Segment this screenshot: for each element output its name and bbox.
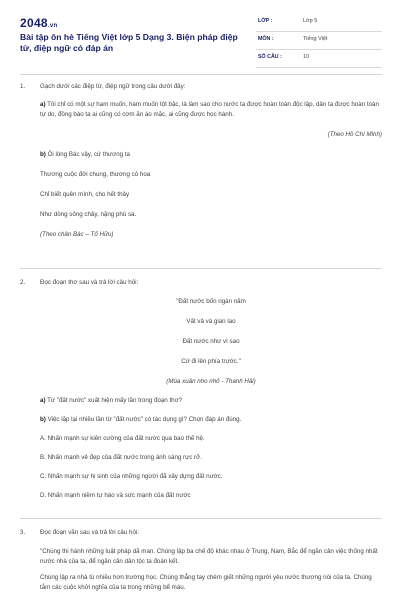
part-b [40, 415, 382, 425]
part-label: a) [40, 397, 46, 404]
part-label: b) [40, 151, 46, 158]
poem-line: Đất nước như vì sao [182, 338, 240, 345]
meta-key: SỐ CÂU : [258, 54, 282, 60]
question-number: 1. [20, 83, 26, 90]
part-b [40, 150, 382, 160]
question-number: 3. [20, 529, 26, 536]
poem-line: Ôi lòng Bác vậy, cứ thương ta [45, 151, 130, 158]
part-label: a) [40, 101, 46, 108]
part-label: b) [40, 416, 46, 423]
meta-row-question-count [256, 50, 382, 68]
part-text: Từ "đất nước" xuất hiện mấy lần trong đoạn thơ? [45, 397, 183, 404]
meta-row-subject [256, 32, 382, 50]
meta-value: 10 [303, 54, 310, 60]
meta-value: Tiếng Việt [303, 36, 328, 42]
site-logo[interactable] [20, 16, 57, 30]
question-number: 2. [20, 279, 26, 286]
poem-line: "Đất nước bốn ngàn năm [176, 298, 246, 305]
question-1 [20, 82, 382, 262]
passage-paragraph: "Chúng thi hành những luật pháp dã man. Chúng lập ba chế độ khác nhau ở Trung, Nam, Bắc để ngăn cản việc thống nhất nước nhà của ta, để ngăn cản dân tộc ta đoàn kết. [40, 548, 378, 565]
passage-paragraph: Chúng lập ra nhà tù nhiều hơn trường học. Chúng thẳng tay chém giết những người yêu nước thương nòi của ta. Chúng tắm các cuộc khởi nghĩa của ta trong những bể máu. [40, 574, 372, 591]
question-prompt: Đọc đoạn thơ sau và trả lời câu hỏi: [40, 279, 139, 286]
question-body [40, 528, 382, 593]
logo-text: 2048 [20, 16, 48, 30]
question-divider [20, 518, 382, 519]
meta-row-grade [256, 14, 382, 32]
poem-source: (Mùa xuân nho nhỏ - Thanh Hải) [166, 378, 256, 385]
answer-option-a: A. Nhấn mạnh sự kiên cường của đất nước qua bao thế hệ. [40, 435, 205, 442]
meta-info-box [256, 14, 382, 68]
question-body [40, 82, 382, 240]
part-text: Việc lặp lại nhiều lần từ "đất nước" có tác dụng gì? Chọn đáp án đúng. [45, 416, 242, 423]
question-prompt: Đọc đoạn văn sau và trả lời câu hỏi: [40, 529, 139, 536]
question-2 [20, 278, 382, 510]
question-divider [20, 268, 382, 269]
answer-option-b: B. Nhấn mạnh vẻ đẹp của đất nước trong ánh sáng rực rỡ. [40, 454, 202, 461]
poem-line: Vất vả và gian lao [186, 318, 236, 325]
document-header [20, 14, 382, 68]
header-divider [20, 74, 382, 75]
meta-key: MÔN : [258, 36, 274, 42]
quote-source: (Theo Hồ Chí Minh) [327, 131, 382, 138]
poem-line: Như dòng sông chảy, nặng phù sa. [40, 211, 137, 218]
part-text: Tôi chỉ có một sự ham muốn, ham muốn tột bậc, là làm sao cho nước ta được hoàn toàn độc lập, dân ta được hoàn toàn tự do, đồng bào ta ai cũng có cơm ăn áo mặc, ai cũng được học hành. [40, 101, 379, 118]
logo-domain: .vn [47, 23, 58, 29]
poem-line: Cứ đi lên phía trước." [181, 358, 241, 365]
part-a [40, 100, 382, 120]
poem-line: Thương cuộc đời chung, thương cỏ hoa [40, 171, 151, 178]
question-prompt: Gạch dưới các điệp từ, điệp ngữ trong câu dưới đây: [40, 83, 186, 90]
question-3 [20, 528, 382, 600]
meta-key: LỚP : [258, 18, 273, 24]
document-title: Bài tập ôn hè Tiếng Việt lớp 5 Dạng 3. Biện pháp điệp từ, điệp ngữ có đáp án [20, 32, 238, 53]
answer-option-c: C. Nhấn mạnh sự hi sinh của những người đã xây dựng đất nước. [40, 473, 223, 480]
answer-option-d: D. Nhấn mạnh niềm tự hào và sức mạnh của đất nước [40, 492, 191, 499]
meta-value: Lớp 5 [303, 18, 318, 24]
question-body [40, 278, 382, 501]
poem-source: (Theo chân Bác – Tố Hữu) [40, 231, 114, 238]
part-a [40, 396, 382, 406]
poem-line: Chỉ biết quên mình, cho hết thảy [40, 191, 130, 198]
